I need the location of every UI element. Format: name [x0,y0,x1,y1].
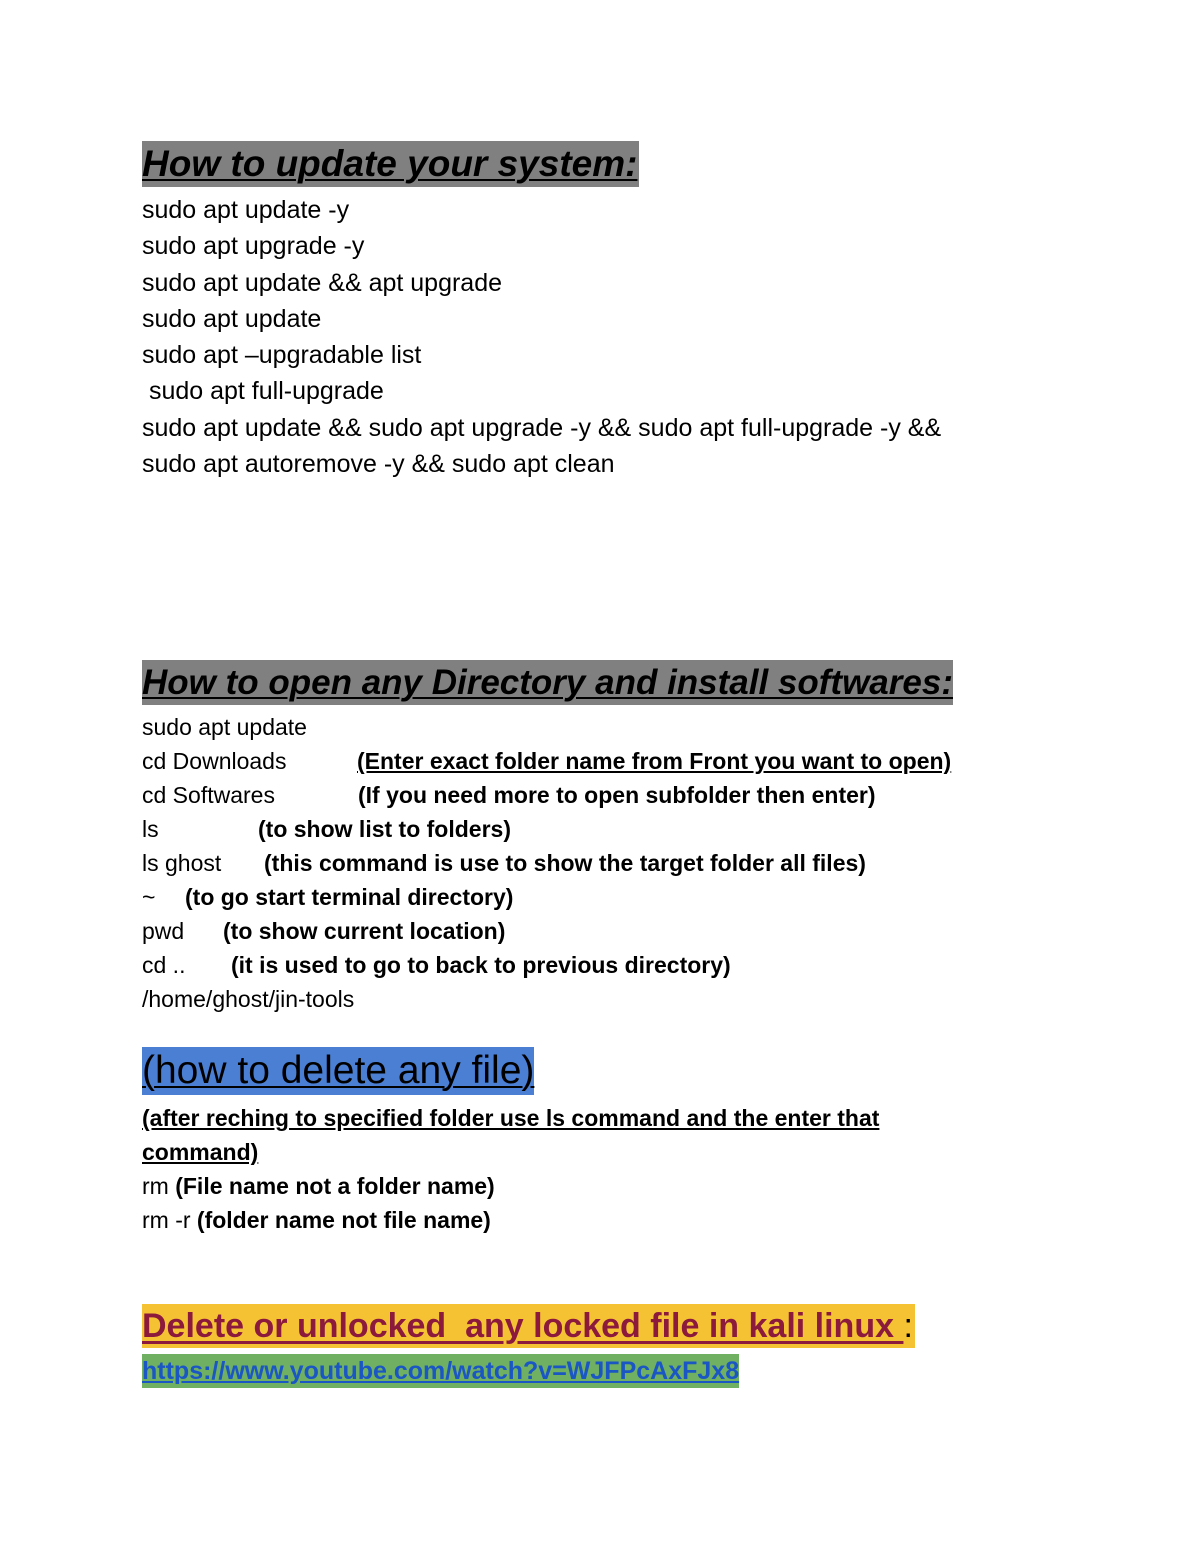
command-row [142,1203,879,1237]
command-text: ls [142,816,159,842]
command-note: (folder name not file name) [196,1207,491,1233]
directory-commands [142,710,952,1016]
command-row [142,880,514,914]
delete-instruction: (after reching to specified folder use ls command and the enter that [142,1105,880,1131]
command-line: sudo apt upgrade -y [142,232,365,261]
command-text: ~ [142,884,156,910]
command-row [142,948,731,982]
command-row [142,778,876,812]
update-commands [142,192,941,482]
command-text: ls ghost [142,850,222,876]
command-row [142,846,866,880]
command-line: sudo apt update && apt upgrade [142,268,503,297]
delete-commands [142,1101,879,1237]
update-heading: How to update your system: [142,141,639,187]
command-text: /home/ghost/jin-tools [142,986,355,1012]
heading-colon: : [903,1307,913,1345]
command-text: sudo apt update [142,714,307,740]
command-line: sudo apt update && sudo apt upgrade -y && sudo apt full-upgrade -y && [142,413,942,442]
command-row [142,1169,879,1203]
directory-heading: How to open any Directory and install softwares: [142,660,953,705]
command-note: (to go start terminal directory) [185,884,514,910]
locked-file-heading-text: Delete or unlocked any locked file in kali linux [142,1307,904,1345]
command-line: sudo apt full-upgrade [142,377,384,406]
command-note: (Enter exact folder name from Front you want to open) [357,748,952,774]
command-row [142,744,952,778]
locked-file-heading [142,1304,915,1348]
delete-instruction: command) [142,1139,259,1165]
command-row [142,710,354,744]
command-text: cd Downloads [142,748,287,774]
command-text: cd .. [142,952,186,978]
command-note: (File name not a folder name) [175,1173,495,1199]
command-text: rm [142,1173,176,1199]
command-text: pwd [142,918,185,944]
command-note: (to show list to folders) [258,816,511,842]
youtube-link[interactable]: https://www.youtube.com/watch?v=WJFPcAxFJx8 [142,1354,739,1388]
command-row [142,812,511,846]
command-note: (this command is use to show the target folder all files) [264,850,866,876]
command-line: sudo apt update -y [142,196,350,224]
command-note: (to show current location) [223,918,506,944]
command-text: cd Softwares [142,782,275,808]
command-note: (If you need more to open subfolder then enter) [358,782,876,808]
command-text: rm -r [142,1207,197,1233]
command-line: sudo apt –upgradable list [142,341,422,370]
command-note: (it is used to go to back to previous directory) [231,952,731,978]
command-line: sudo apt autoremove -y && sudo apt clean [142,450,615,479]
delete-heading: (how to delete any file) [142,1047,534,1095]
command-row [142,914,506,948]
command-row [142,982,354,1016]
command-line: sudo apt update [142,304,322,333]
